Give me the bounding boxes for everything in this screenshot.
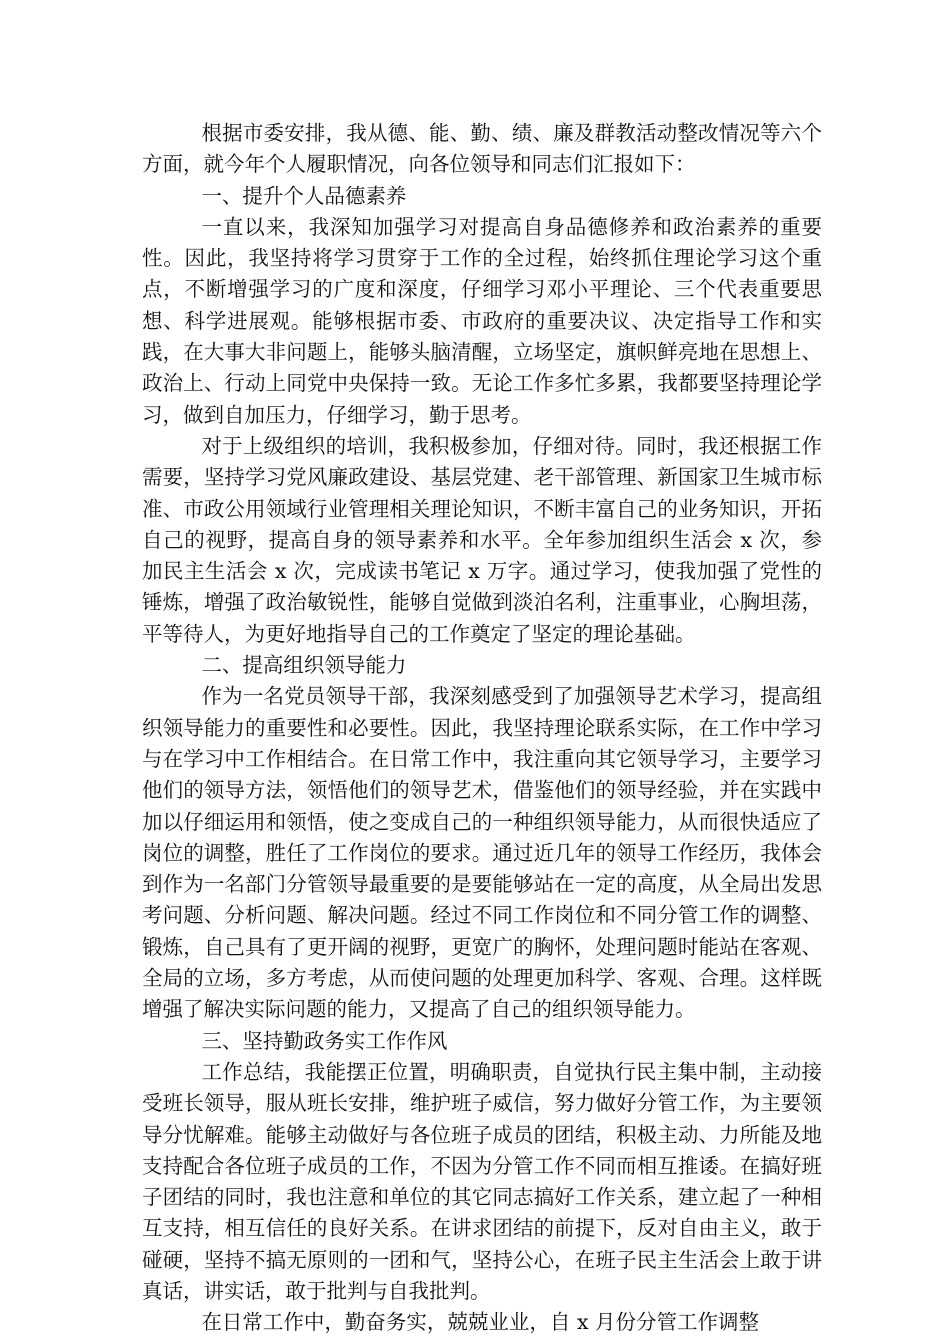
intro-paragraph: 根据市委安排，我从德、能、勤、绩、廉及群教活动整改情况等六个方面，就今年个人履职情况，向各位领导和同志们汇报如下： [142, 121, 822, 177]
section-heading-1: 一、提升个人品德素养 [201, 183, 407, 208]
body-paragraph: 一直以来，我深知加强学习对提高自身品德修养和政治素养的重要性。因此，我坚持将学习贯穿于工作的全过程，始终抓住理论学习这个重点，不断增强学习的广度和深度，仔细学习邓小平理论、三个代表重要思想、科学进展观。能够根据市委、市政府的重要决议、决定指导工作和实践，在大事大非问题上，能够头脑清醒，立场坚定，旗帜鲜亮地在思想上、政治上、行动上同党中央保持一致。无论工作多忙多累，我都要坚持理论学习，做到自加压力，仔细学习，勤于思考。 [142, 214, 822, 427]
body-paragraph: 工作总结，我能摆正位置，明确职责，自觉执行民主集中制，主动接受班长领导，服从班长安排，维护班子威信，努力做好分管工作，为主要领导分忧解难。能够主动做好与各位班子成员的团结，积极主动、力所能及地支持配合各位班子成员的工作，不因为分管工作不同而相互推诿。在搞好班子团结的同时，我也注意和单位的其它同志搞好工作关系，建立起了一种相互支持，相互信任的良好关系。在讲求团结的前提下，反对自由主义，敢于碰硬，坚持不搞无原则的一团和气，坚持公心，在班子民主生活会上敢于讲真话，讲实话，敢于批判与自我批判。 [142, 1059, 822, 1303]
body-paragraph: 对于上级组织的培训，我积极参加，仔细对待。同时，我还根据工作需要，坚持学习党风廉政建设、基层党建、老干部管理、新国家卫生城市标准、市政公用领域行业管理相关理论知识，不断丰富自己的业务知识，开拓自己的视野，提高自身的领导素养和水平。全年参加组织生活会 x 次，参加民主生活会 x 次，完成读书笔记 x 万字。通过学习，使我加强了党性的锤炼，增强了政治敏锐性，能够自觉做到淡泊名利，注重事业，心胸坦荡，平等待人，为更好地指导自己的工作奠定了坚定的理论基础。 [142, 433, 822, 646]
section-heading-2: 二、提高组织领导能力 [201, 653, 407, 678]
body-paragraph: 作为一名党员领导干部，我深刻感受到了加强领导艺术学习，提高组织领导能力的重要性和必要性。因此，我坚持理论联系实际，在工作中学习与在学习中工作相结合。在日常工作中，我注重向其它领导学习，主要学习他们的领导方法，领悟他们的领导艺术，借鉴他们的领导经验，并在实践中加以仔细运用和领悟，使之变成自己的一种组织领导能力，从而很快适应了岗位的调整，胜任了工作岗位的要求。通过近几年的领导工作经历，我体会到作为一名部门分管领导最重要的是要能够站在一定的高度，从全局出发思考问题、分析问题、解决问题。经过不同工作岗位和不同分管工作的调整、锻炼，自己具有了更开阔的视野，更宽广的胸怀，处理问题时能站在客观、全局的立场，多方考虑，从而使问题的处理更加科学、客观、合理。这样既增强了解决实际问题的能力，又提高了自己的组织领导能力。 [142, 684, 822, 1022]
section-heading-3: 三、坚持勤政务实工作作风 [201, 1028, 448, 1053]
body-paragraph: 在日常工作中，勤奋务实，兢兢业业，自 x 月份分管工作调整 [201, 1310, 760, 1335]
document-body [142, 118, 822, 1339]
